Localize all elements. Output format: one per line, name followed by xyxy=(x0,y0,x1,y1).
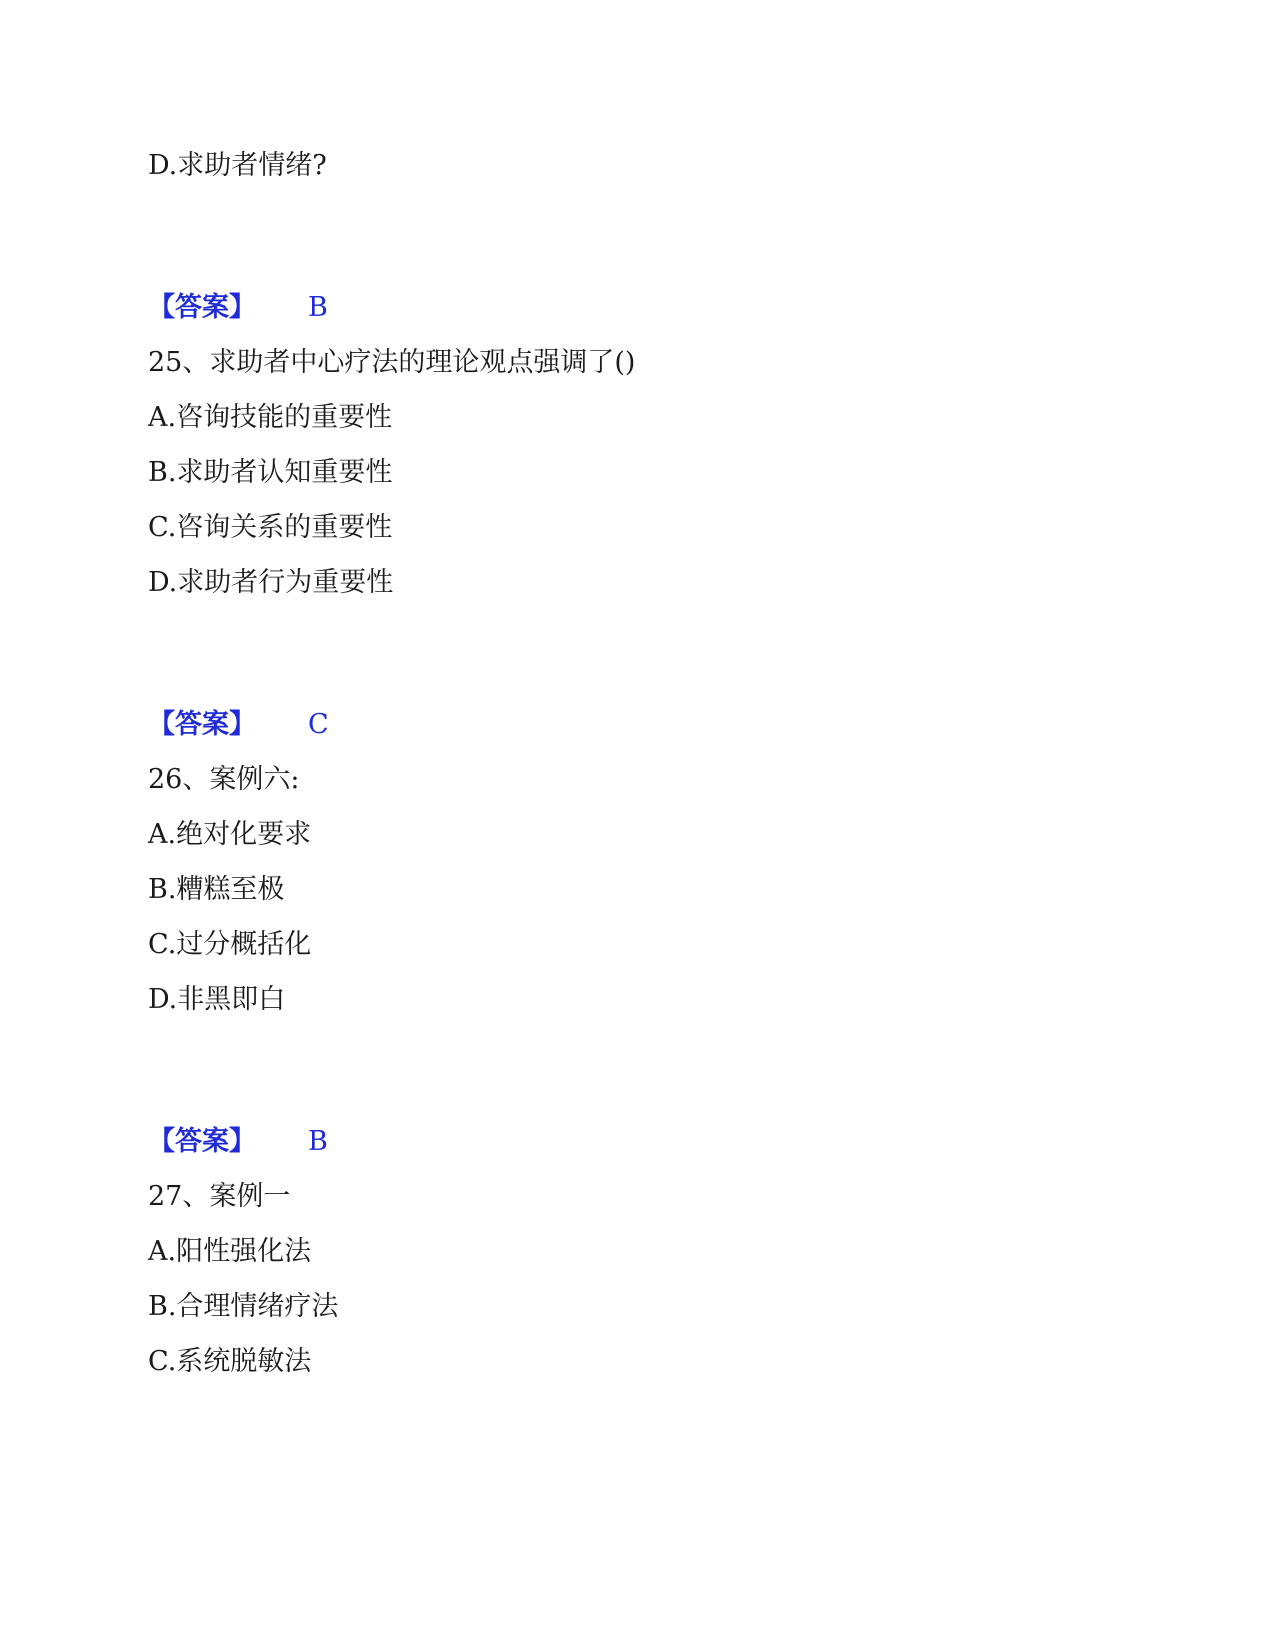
option-d: D.求助者行为重要性 xyxy=(148,567,394,598)
question-26: 26、案例六: xyxy=(148,764,300,795)
answer-value: B xyxy=(308,1126,328,1157)
answer-line xyxy=(148,1124,328,1160)
option-a: A.咨询技能的重要性 xyxy=(148,402,393,433)
answer-line xyxy=(148,707,329,743)
option-c: C.过分概括化 xyxy=(148,929,312,960)
option-b: B.糟糕至极 xyxy=(148,874,285,905)
option-d: D.非黑即白 xyxy=(148,984,286,1015)
question-25: 25、求助者中心疗法的理论观点强调了() xyxy=(148,347,636,378)
answer-label: 【答案】 xyxy=(148,1126,256,1157)
option-a: A.阳性强化法 xyxy=(148,1236,312,1267)
answer-value: B xyxy=(308,292,328,323)
option-c: C.咨询关系的重要性 xyxy=(148,512,393,543)
option-d: D.求助者情绪? xyxy=(148,150,327,181)
answer-line xyxy=(148,290,328,326)
answer-label: 【答案】 xyxy=(148,292,256,323)
answer-label: 【答案】 xyxy=(148,709,256,740)
question-27: 27、案例一 xyxy=(148,1181,291,1212)
answer-value: C xyxy=(308,709,329,740)
option-b: B.合理情绪疗法 xyxy=(148,1291,339,1322)
option-c: C.系统脱敏法 xyxy=(148,1346,312,1377)
option-b: B.求助者认知重要性 xyxy=(148,457,393,488)
option-a: A.绝对化要求 xyxy=(148,819,312,850)
